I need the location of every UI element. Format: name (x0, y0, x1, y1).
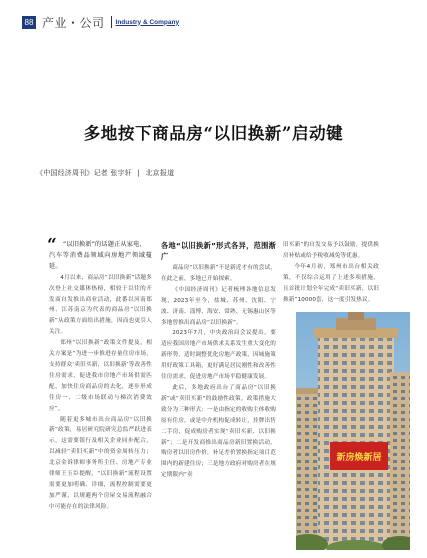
section-subheading: 各地“以旧换新”形式各异，范围渐广 (161, 241, 276, 261)
paragraph: 今年4月初，郑州市出台相关政策，不仅综合运用了上述多项措施，且首批计划全年完成“卖旧买新、以旧换新”10000套，这一度引发热议。 (283, 263, 379, 303)
quote-mark-icon: “ (47, 235, 57, 255)
paragraph: 商品房“以旧换新”不是新近才有的尝试，在此之前，多地已开始探索。 (161, 265, 276, 282)
paragraph: 此后，多地政府出台了商品房“以旧换新”或“卖旧买新”的鼓励性政策。政策措施大致分为三种形式：一是由指定的收购主体收购原有住房，或是中介机构促成转让，挂牌出售二手房，促成购房者实现“卖旧买新、以旧换新”；二是开发商推出商品房新旧置换活动，购房者以旧房作价，补足差价置换指定项目范围内的新建住房；三是地方政府对购房者在规定期限内“卖 (161, 384, 276, 479)
paragraph: 随着更多城市出台商品房“以旧换新”政策，易居研究院研究总监严跃进表示，这需要银行及相关企业同步配合，以减轻“卖旧买新”中的资金周转压力；北京金诉律师事务所主任、房地产专业律师王玉臣提醒，“以旧换新”流程设置需要更加明确、详细，流程控制需要更加严谨，以规避两个房屋交易流程融合中可能存在的法律风险。 (49, 416, 152, 510)
paragraph: 2023年7月，中央政治局会议提出，要适应我国房地产市场供求关系发生重大变化的新形势，适时调整优化房地产政策，因城施策用好政策工具箱，更好满足居民刚性和改善性住房需求，促进房地产市场平稳健康发展。 (161, 330, 276, 381)
byline-source: 《中国经济周刊》记者 张宇轩 (36, 169, 133, 177)
lead-paragraph (47, 235, 152, 273)
paragraph: 《中国经济周刊》记者梳理各地信息发现，2023年至今，盐城、苏州、沈阳、宁波、济南、淄博、海安、常熟、无锡惠山区等多地曾推出商品房“以旧换新”。 (161, 286, 276, 326)
byline (36, 168, 174, 178)
promo-banner-text: 新房焕新居 (336, 453, 382, 463)
building-photo (296, 312, 410, 550)
byline-location: 北京报道 (145, 169, 175, 177)
text-column-2 (161, 240, 276, 481)
section-title-cn: 产业・公司 (42, 15, 105, 30)
text-column-3 (283, 240, 379, 305)
paragraph: 郑州“以旧换新”政策文件提及，相关方案是“为进一步推进存量住房市场，支持群众‘卖旧买新，以旧换新’等改善性住房需求，促进我市房地产市场供需匹配，加快住房商品房的去化，逐步形成住房一、二级市场联动与梯次消费效应”。 (49, 340, 152, 412)
section-divider (111, 16, 112, 28)
article-title: 多地按下商品房“以旧换新”启动键 (83, 124, 344, 143)
page-number: 88 (22, 16, 36, 29)
byline-separator: | (137, 169, 141, 177)
lead-line-1: “以旧换新”的话题正从家电、 (63, 241, 146, 248)
paragraph: 旧买新”的自发交易予以鼓励，提供换房补贴或给予税收减免等优惠。 (283, 242, 379, 259)
section-title-en: Industry & Company (115, 18, 180, 26)
lead-line-rest: 汽车等消费品领域向房地产领域蔓延。 (49, 251, 152, 270)
paragraph: 4月以来，商品房“以旧换新”话题多次登上社交媒体热榜，相较于以往的开发商自发推出商业活动，此番以河南郑州、江苏南京为代表的商品房“以旧换新”从政策方面给出措施，因而也更引人关注。 (49, 274, 152, 336)
text-column-1 (47, 235, 152, 513)
page-header (22, 12, 179, 32)
